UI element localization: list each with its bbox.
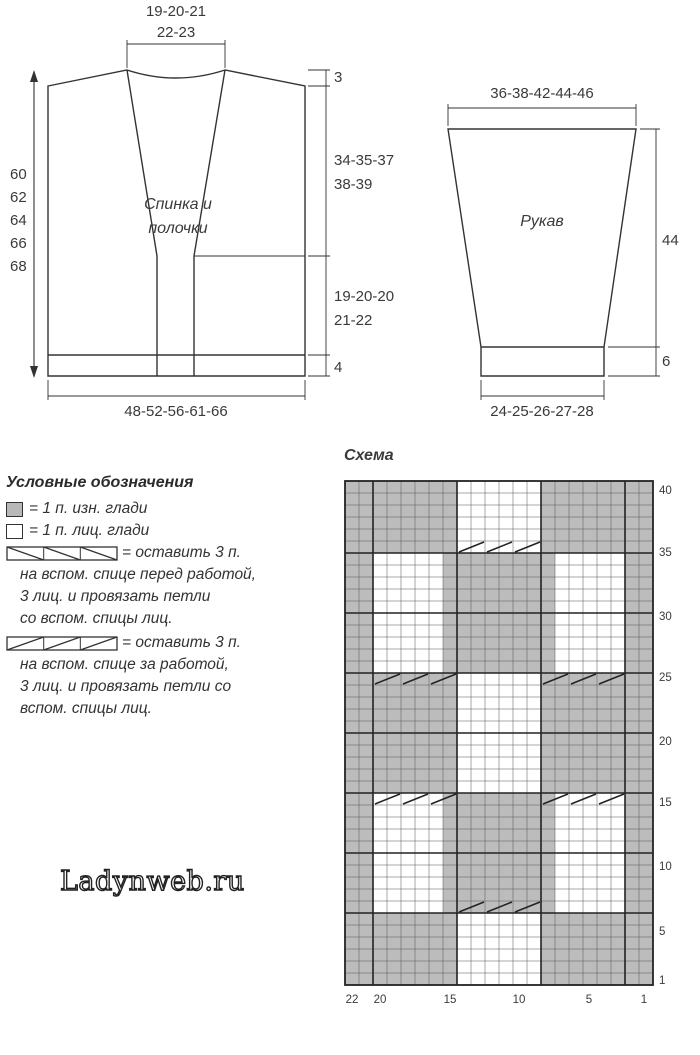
knit-swatch-icon (6, 524, 23, 539)
row-label-25: 25 (659, 672, 672, 684)
sleeve-bottom-width: 24-25-26-27-28 (490, 403, 594, 420)
vest-armhole-height-2: 38-39 (334, 176, 373, 193)
row-label-30: 30 (659, 611, 672, 623)
sleeve-top-width: 36-38-42-44-46 (490, 85, 594, 102)
row-label-35: 35 (659, 547, 672, 559)
sleeve-cuff-height: 6 (662, 353, 671, 370)
legend-cable-back-line2: на вспом. спице за работой, (20, 656, 229, 673)
vest-total-height-4: 66 (10, 235, 27, 252)
legend-knit (6, 520, 336, 542)
vest-width: 48-52-56-61-66 (124, 403, 228, 420)
col-label-10: 10 (512, 994, 526, 1006)
vest-side-height-2: 21-22 (334, 312, 373, 329)
row-label-40: 40 (659, 485, 672, 497)
legend-cable-back-line3: 3 лиц. и провязать петли со (20, 678, 232, 695)
arrow-down-icon (30, 366, 38, 378)
sleeve-height: 44 (662, 232, 679, 249)
row-label-1: 1 (659, 975, 666, 987)
vest-total-height-3: 64 (10, 212, 27, 229)
cable-front-icon (6, 546, 118, 561)
col-label-15: 15 (443, 994, 457, 1006)
vest-piece-name-2: полочки (148, 220, 208, 237)
row-label-15: 15 (659, 797, 672, 809)
legend-cable-front (6, 542, 336, 564)
legend-cable-front-line4: со вспом. спицы лиц. (20, 610, 173, 627)
legend-purl (6, 498, 336, 520)
watermark-logo: Ladynweb.ru (60, 866, 245, 897)
legend-cable-back-text: = оставить 3 п. (122, 634, 241, 651)
col-label-5: 5 (585, 994, 593, 1006)
row-label-20: 20 (659, 736, 672, 748)
legend-cable-front-line2: на вспом. спице перед работой, (20, 566, 256, 583)
col-label-1: 1 (640, 994, 648, 1006)
vest-side-height: 19-20-20 (334, 288, 395, 305)
col-label-20: 20 (373, 994, 387, 1006)
legend-cable-back (6, 632, 336, 654)
legend-knit-text: = 1 п. лиц. глади (29, 522, 150, 539)
sleeve-name: Рукав (520, 213, 564, 230)
vest-labels (10, 3, 394, 420)
vest-armhole-height: 34-35-37 (334, 152, 395, 169)
legend (6, 474, 336, 720)
sleeve-schematic (448, 104, 660, 400)
vest-total-height-1: 60 (10, 166, 27, 183)
sleeve-outline (448, 129, 636, 376)
cable-back-icon (6, 636, 118, 651)
chart-title: Схема (344, 447, 394, 464)
vest-shoulder-drop: 3 (334, 69, 343, 86)
vest-neck-width: 19-20-21 (145, 3, 207, 20)
legend-purl-text: = 1 п. изн. глади (29, 500, 148, 517)
arrow-up-icon (30, 70, 38, 82)
sleeve-labels (490, 85, 678, 420)
legend-cable-back-line4: вспом. спицы лиц. (20, 700, 152, 717)
vest-piece-name: Спинка и (144, 196, 212, 213)
purl-swatch-icon (6, 502, 23, 517)
row-label-10: 10 (659, 861, 672, 873)
vest-total-height-2: 62 (10, 189, 27, 206)
vest-rib-height: 4 (334, 359, 343, 376)
legend-title: Условные обозначения (6, 474, 194, 491)
col-label-22: 22 (345, 994, 359, 1006)
row-label-5: 5 (659, 926, 666, 938)
vest-total-height-5: 68 (10, 258, 27, 275)
legend-cable-front-text: = оставить 3 п. (122, 544, 241, 561)
vest-neck-width-2: 22-23 (156, 24, 196, 41)
legend-cable-front-line3: 3 лиц. и провязать петли (20, 588, 211, 605)
knitting-chart (345, 481, 653, 985)
